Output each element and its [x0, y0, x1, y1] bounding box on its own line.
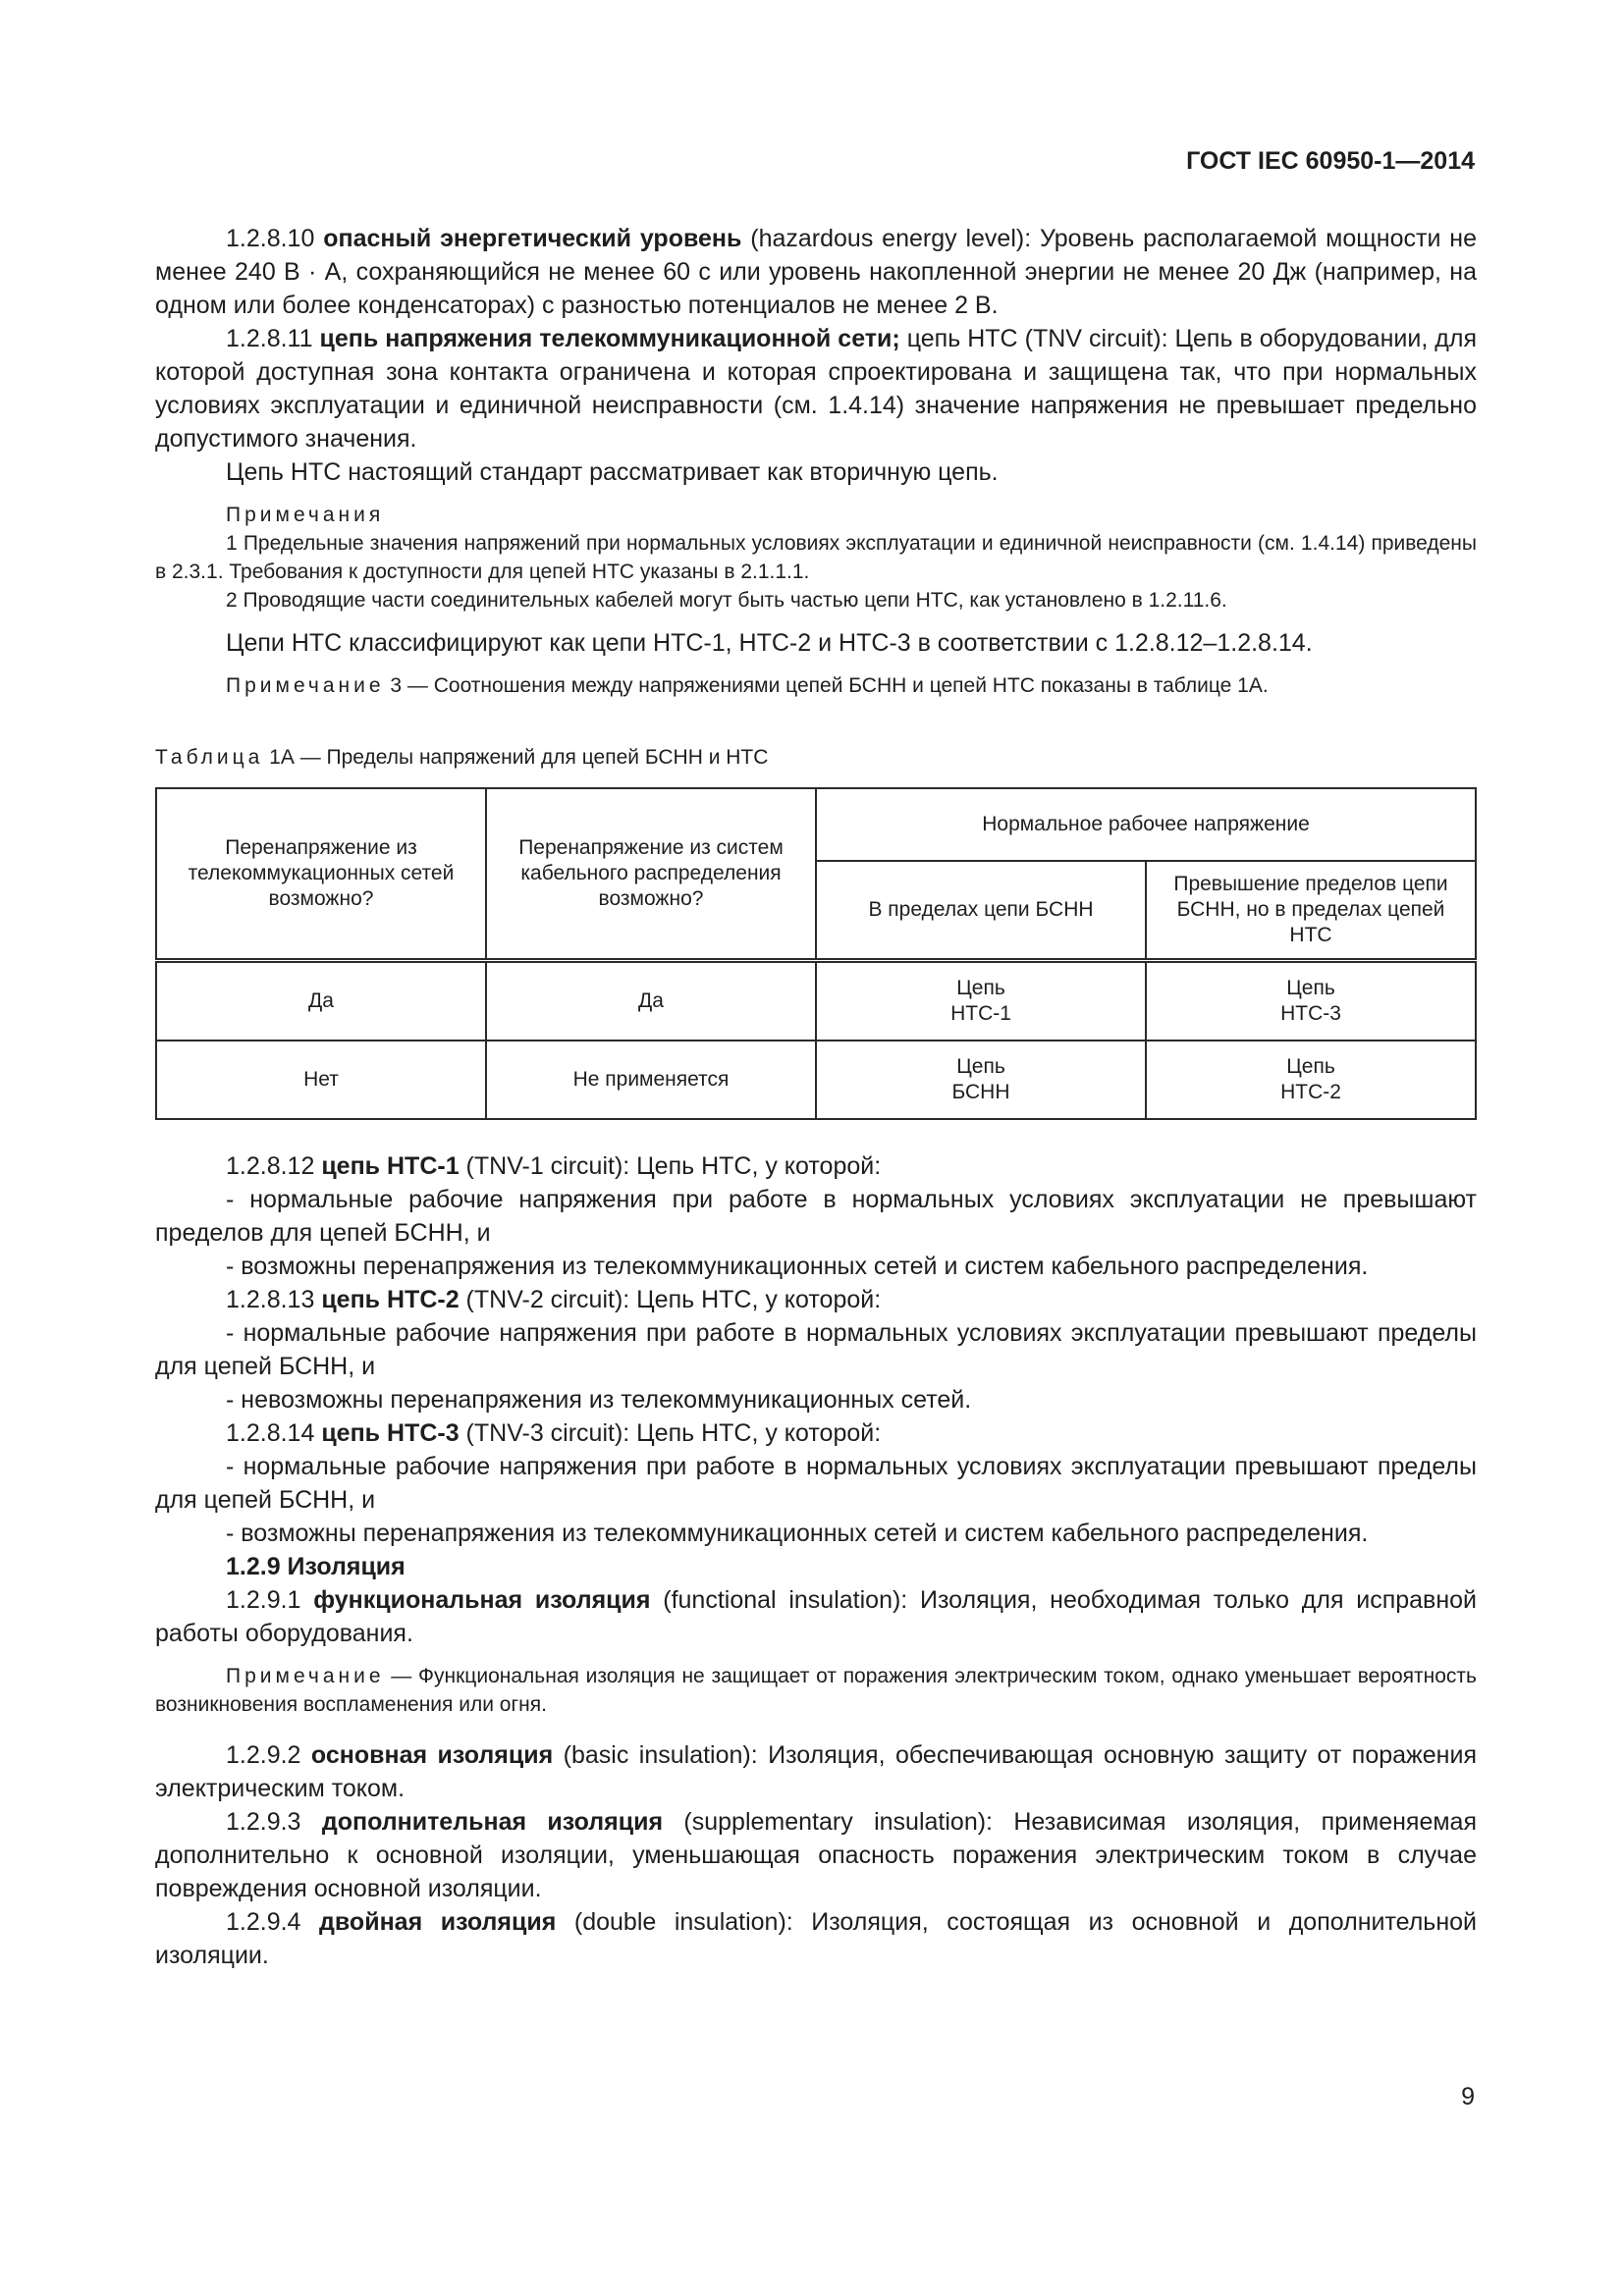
table-cell: Цепь НТС-3 [1146, 961, 1476, 1041]
table-header-cell: Перенапряжение из телекоммукационных сетей возможно? [156, 788, 486, 961]
list-item: - возможны перенапряжения из телекоммуникационных сетей и систем кабельного распределения. [226, 1253, 1369, 1280]
voltage-limits-table [155, 787, 1477, 1120]
note-1: 1 Предельные значения напряжений при нормальных условиях эксплуатации и единичной неисправности (см. 1.4.14) приведены в 2.3.1. Требования к доступности для цепей НТС указаны в 2.1.1.1. [155, 532, 1477, 583]
table-header-cell: В пределах цепи БСНН [816, 861, 1146, 961]
list-item: - нормальные рабочие напряжения при работе в нормальных условиях эксплуатации не превышают пределов для цепей БСНН, и [155, 1186, 1477, 1247]
list-item: - возможны перенапряжения из телекоммуникационных сетей и систем кабельного распределения. [226, 1520, 1369, 1547]
table-cell: Цепь НТС-1 [816, 961, 1146, 1041]
note-3: Примечание 3 — Соотношения между напряжениями цепей БСНН и цепей НТС показаны в таблице 1А. [226, 674, 1269, 697]
table-header-cell: Перенапряжение из систем кабельного распределения возможно? [486, 788, 816, 961]
table-header-cell: Нормальное рабочее напряжение [816, 788, 1476, 861]
section-heading: 1.2.9 Изоляция [226, 1553, 406, 1580]
document-body [155, 222, 1477, 1972]
clause-1-2-8-10: 1.2.8.10 опасный энергетический уровень (hazardous energy level): Уровень располагаемой мощности не менее 240 В · А, сохраняющийся не менее 60 с или уровень накопленной энергии не менее 20 Дж (например, на одном или более конденсаторах) с разностью потенциалов не менее 2 В. [155, 225, 1477, 319]
table-row [156, 1041, 1476, 1119]
table-cell: Цепь НТС-2 [1146, 1041, 1476, 1119]
clause-1-2-8-12: 1.2.8.12 цепь НТС-1 (TNV-1 circuit): Цепь НТС, у которой: [226, 1152, 882, 1180]
note-functional-insulation: Примечание — Функциональная изоляция не защищает от поражения электрическим током, однако уменьшает вероятность возникновения воспламенения или огня. [155, 1665, 1477, 1716]
notes-heading: Примечания [226, 504, 385, 526]
clause-1-2-9-1: 1.2.9.1 функциональная изоляция (functional insulation): Изоляция, необходимая только для исправной работы оборудования. [155, 1586, 1477, 1647]
table-cell: Цепь БСНН [816, 1041, 1146, 1119]
page-number: 9 [1461, 2083, 1475, 2110]
table-row [156, 961, 1476, 1041]
table-cell: Да [156, 961, 486, 1041]
table-header-cell: Превышение пределов цепи БСНН, но в пределах цепей НТС [1146, 861, 1476, 961]
clause-1-2-9-2: 1.2.9.2 основная изоляция (basic insulation): Изоляция, обеспечивающая основную защиту от поражения электрическим током. [155, 1741, 1477, 1802]
table-cell: Нет [156, 1041, 486, 1119]
note-2: 2 Проводящие части соединительных кабелей могут быть частью цепи НТС, как установлено в 1.2.11.6. [226, 589, 1227, 612]
table-caption: Таблица 1А — Пределы напряжений для цепей БСНН и НТС [155, 746, 769, 769]
list-item: - нормальные рабочие напряжения при работе в нормальных условиях эксплуатации превышают пределы для цепей БСНН, и [155, 1319, 1477, 1380]
table-cell: Да [486, 961, 816, 1041]
table-cell: Не применяется [486, 1041, 816, 1119]
clause-1-2-9-3: 1.2.9.3 дополнительная изоляция (supplementary insulation): Независимая изоляция, применяемая дополнительно к основной изоляции, уменьшающая опасность поражения электрическим током в случае повреждения основной изоляции. [155, 1808, 1477, 1902]
clause-text: Цепи НТС классифицируют как цепи НТС-1, НТС-2 и НТС-3 в соответствии с 1.2.8.12–1.2.8.14. [226, 629, 1313, 657]
list-item: - нормальные рабочие напряжения при работе в нормальных условиях эксплуатации превышают пределы для цепей БСНН, и [155, 1453, 1477, 1514]
clause-text: Цепь НТС настоящий стандарт рассматривает как вторичную цепь. [226, 458, 999, 486]
clause-1-2-8-13: 1.2.8.13 цепь НТС-2 (TNV-2 circuit): Цепь НТС, у которой: [226, 1286, 882, 1313]
clause-1-2-9-4: 1.2.9.4 двойная изоляция (double insulation): Изоляция, состоящая из основной и дополнительной изоляции. [155, 1908, 1477, 1969]
page-header: ГОСТ IEC 60950-1—2014 [1186, 147, 1475, 175]
clause-1-2-8-11: 1.2.8.11 цепь напряжения телекоммуникационной сети; цепь НТС (TNV circuit): Цепь в оборудовании, для которой доступная зона контакта ограничена и которая спроектирована и защищена так, что при нормальных условиях эксплуатации и единичной неисправности (см. 1.4.14) значение напряжения не превышает предельно допустимого значения. [155, 325, 1477, 453]
clause-1-2-8-14: 1.2.8.14 цепь НТС-3 (TNV-3 circuit): Цепь НТС, у которой: [226, 1419, 882, 1447]
list-item: - невозможны перенапряжения из телекоммуникационных сетей. [226, 1386, 972, 1414]
